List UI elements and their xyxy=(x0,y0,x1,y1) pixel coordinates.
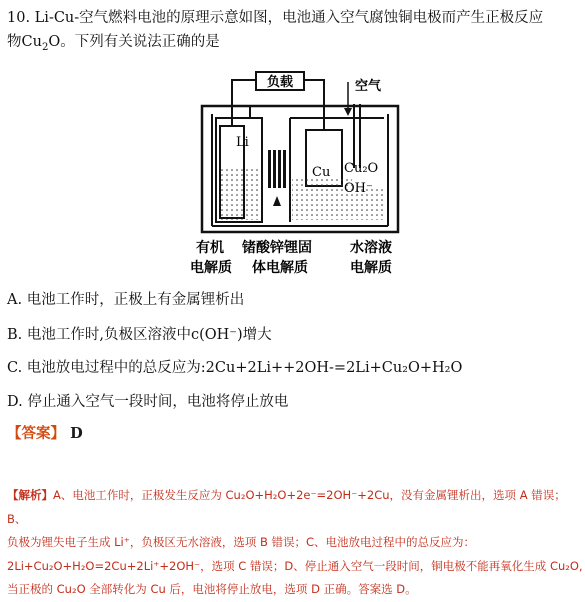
organic-electrolyte-fill xyxy=(218,168,260,220)
question-line-1: Li-Cu-空气燃料电池的原理示意如图，电池通入空气腐蚀铜电极而产生正极反应 xyxy=(34,10,544,26)
oh-label: OH⁻ xyxy=(344,181,373,196)
question-line-2: 物$Cu_2O$。下列有关说法正确的是 xyxy=(7,34,220,53)
question-stem xyxy=(7,6,581,60)
answer-value: D xyxy=(70,425,83,442)
option-b: B. 电池工作时,负极区溶液中c(OH⁻)增大 xyxy=(7,327,272,343)
cu-label: Cu xyxy=(312,165,331,180)
explanation-line-4: 当正极的 Cu₂O 全部转化为 Cu 后，电池将停止放电，选项 D 正确。答案选 D。 xyxy=(7,582,417,596)
water-label-2: 电解质 xyxy=(350,260,392,276)
li-label: Li xyxy=(236,135,249,150)
solid-label-2: 体电解质 xyxy=(252,260,308,276)
water-label-1: 水溶液 xyxy=(350,240,392,256)
wire-left xyxy=(232,80,256,126)
explanation xyxy=(7,484,583,602)
option-c: C. 电池放电过程中的总反应为:2Cu+2Li++2OH-=2Li+Cu₂O+H₂O xyxy=(7,360,463,376)
explanation-line-2: 负极为锂失电子生成 Li⁺，负极区无水溶液，选项 B 错误；C、电池放电过程中的总反应为： xyxy=(7,535,476,549)
organic-label-1: 有机 xyxy=(196,240,224,256)
solid-electrolyte xyxy=(268,150,286,188)
option-d: D. 停止通入空气一段时间，电池将停止放电 xyxy=(7,394,289,410)
load-label: 负载 xyxy=(266,75,294,90)
explanation-line-3: 2Li+Cu₂O+H₂O=2Cu+2Li⁺+2OH⁻，选项 C 错误；D、停止通入空气一段时间，铜电极不能再氧化生成 Cu₂O, xyxy=(7,558,583,573)
option-a: A. 电池工作时，正极上有金属锂析出 xyxy=(7,292,245,308)
answer-bracket: 【答案】 xyxy=(7,425,65,442)
battery-diagram xyxy=(190,68,420,280)
air-label: 空气 xyxy=(354,79,382,94)
organic-label-2: 电解质 xyxy=(190,260,232,276)
question-number: 10. xyxy=(7,10,31,26)
separator-pointer-icon xyxy=(273,196,281,206)
explanation-line-1: 【解析】A、电池工作时，正极发生反应为 Cu₂O+H₂O+2e⁻=2OH⁻+2Cu，没有金属锂析出，选项 A 错误；B、 xyxy=(7,488,566,526)
answer-line xyxy=(7,422,83,443)
explanation-tag: 【解析】 xyxy=(7,488,53,502)
solid-label-1: 锗酸锌锂固 xyxy=(242,240,312,256)
air-arrow-icon xyxy=(344,82,352,116)
cu2o-label: Cu₂O xyxy=(344,161,379,176)
